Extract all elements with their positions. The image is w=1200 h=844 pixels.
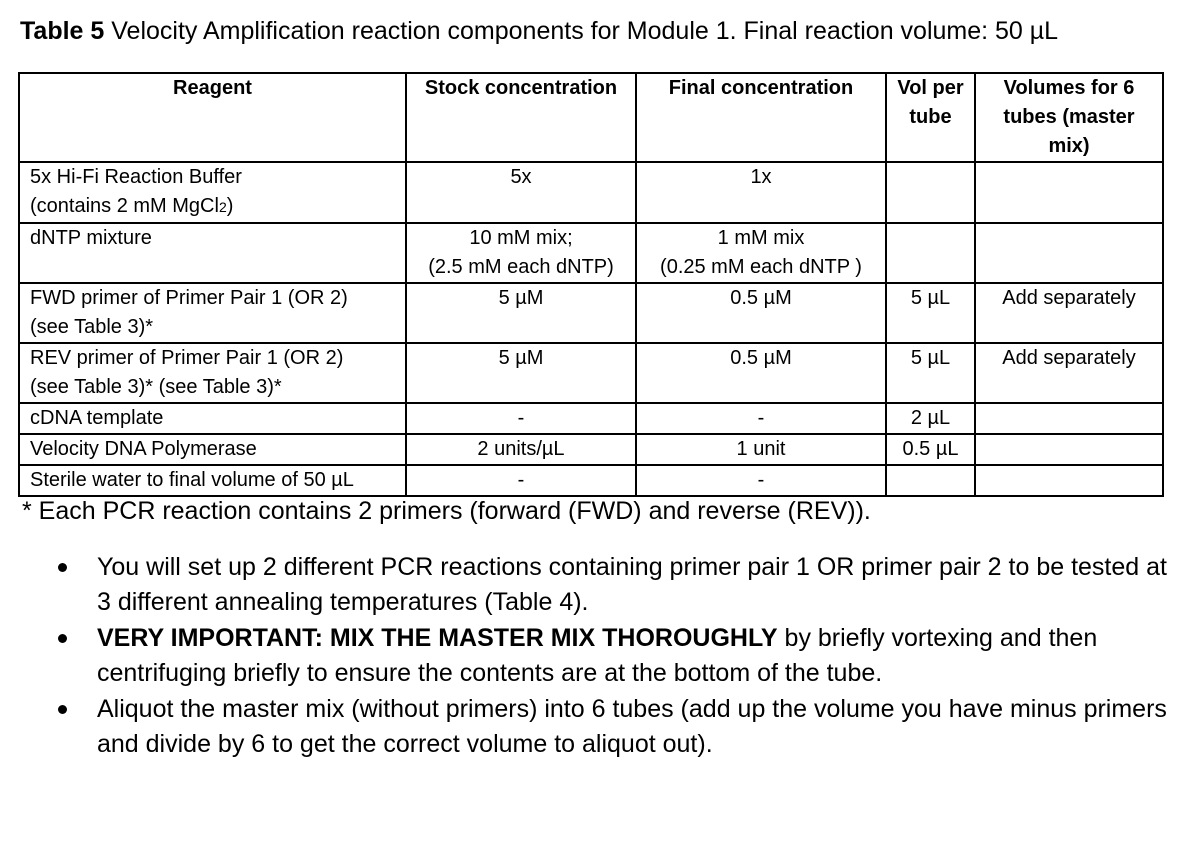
cell-vol: 5 µL bbox=[886, 343, 975, 403]
table-row bbox=[19, 465, 1163, 496]
instruction-list bbox=[50, 550, 1180, 763]
table-row bbox=[19, 223, 1163, 283]
cell-reagent bbox=[19, 343, 406, 403]
table-caption bbox=[20, 14, 1058, 48]
reagent-line: (see Table 3)* (see Table 3)* bbox=[30, 376, 282, 398]
cell-vol bbox=[886, 223, 975, 283]
cell-final bbox=[636, 343, 886, 403]
bullet-icon bbox=[58, 634, 67, 643]
table-header-row bbox=[19, 73, 1163, 162]
cell-master bbox=[975, 465, 1163, 496]
cell-master: Add separately bbox=[975, 283, 1163, 343]
cell-stock bbox=[406, 223, 636, 283]
cell-master bbox=[975, 223, 1163, 283]
cell-vol: 5 µL bbox=[886, 283, 975, 343]
cell-vol: 0.5 µL bbox=[886, 434, 975, 465]
cell-master bbox=[975, 403, 1163, 434]
cell-final bbox=[636, 283, 886, 343]
final-line: 0.5 µM bbox=[730, 347, 792, 369]
cell-stock bbox=[406, 162, 636, 223]
cell-reagent bbox=[19, 403, 406, 434]
cell-vol bbox=[886, 465, 975, 496]
table-row bbox=[19, 343, 1163, 403]
stock-line: 5x bbox=[510, 166, 532, 188]
final-line: 0.5 µM bbox=[730, 287, 792, 309]
stock-line: 2 units/µL bbox=[477, 438, 565, 460]
cell-final bbox=[636, 465, 886, 496]
stock-line: - bbox=[517, 407, 525, 429]
list-item bbox=[50, 692, 1180, 762]
bullet-lead: VERY IMPORTANT: MIX THE MASTER MIX THOROUGHLY bbox=[97, 624, 778, 652]
header-vol-per-tube: Vol per tube bbox=[886, 73, 975, 162]
list-item bbox=[50, 621, 1180, 691]
final-line: - bbox=[757, 407, 765, 429]
reagent-line: (contains 2 mM MgCl2) bbox=[30, 195, 234, 217]
reagent-line: REV primer of Primer Pair 1 (OR 2) bbox=[30, 347, 344, 369]
reagent-line: Sterile water to final volume of 50 µL bbox=[30, 469, 354, 491]
cell-vol bbox=[886, 162, 975, 223]
final-line: 1 unit bbox=[736, 438, 786, 460]
reagent-line: dNTP mixture bbox=[30, 227, 152, 249]
stock-line: 5 µM bbox=[498, 287, 544, 309]
reagent-line: (see Table 3)* bbox=[30, 316, 154, 338]
list-item bbox=[50, 550, 1180, 620]
bullet-icon bbox=[58, 705, 67, 714]
cell-master bbox=[975, 434, 1163, 465]
table-row bbox=[19, 162, 1163, 223]
header-final-concentration: Final concentration bbox=[636, 73, 886, 162]
final-line: 1 mM mix bbox=[717, 227, 805, 249]
bullet-icon bbox=[58, 563, 67, 572]
final-line: - bbox=[757, 469, 765, 491]
cell-master bbox=[975, 162, 1163, 223]
table-row bbox=[19, 403, 1163, 434]
bullet-text: Aliquot the master mix (without primers) into 6 tubes (add up the volume you have minus primers and divide by 6 to get the correct volume to aliquot out). bbox=[97, 695, 1167, 758]
cell-reagent bbox=[19, 162, 406, 223]
stock-line: - bbox=[517, 469, 525, 491]
cell-vol: 2 µL bbox=[886, 403, 975, 434]
stock-line: (2.5 mM each dNTP) bbox=[428, 256, 614, 278]
cell-stock bbox=[406, 403, 636, 434]
reagent-line: cDNA template bbox=[30, 407, 164, 429]
table-caption-text: Velocity Amplification reaction components for Module 1. Final reaction volume: 50 µL bbox=[104, 17, 1059, 45]
stock-line: 5 µM bbox=[498, 347, 544, 369]
cell-reagent bbox=[19, 283, 406, 343]
header-master-mix-volumes: Volumes for 6 tubes (master mix) bbox=[975, 73, 1163, 162]
cell-reagent bbox=[19, 465, 406, 496]
table-footnote: * Each PCR reaction contains 2 primers (forward (FWD) and reverse (REV)). bbox=[22, 497, 871, 525]
cell-final bbox=[636, 434, 886, 465]
reagent-table bbox=[18, 72, 1164, 497]
header-reagent: Reagent bbox=[19, 73, 406, 162]
cell-stock bbox=[406, 343, 636, 403]
header-stock-concentration: Stock concentration bbox=[406, 73, 636, 162]
cell-master: Add separately bbox=[975, 343, 1163, 403]
cell-stock bbox=[406, 434, 636, 465]
cell-final bbox=[636, 162, 886, 223]
reagent-line: FWD primer of Primer Pair 1 (OR 2) bbox=[30, 287, 348, 309]
table-row bbox=[19, 283, 1163, 343]
cell-reagent bbox=[19, 434, 406, 465]
stock-line: 10 mM mix; bbox=[469, 227, 573, 249]
cell-reagent bbox=[19, 223, 406, 283]
reagent-line: 5x Hi-Fi Reaction Buffer bbox=[30, 166, 242, 188]
cell-final bbox=[636, 403, 886, 434]
cell-stock bbox=[406, 465, 636, 496]
table-row bbox=[19, 434, 1163, 465]
cell-stock bbox=[406, 283, 636, 343]
bullet-text: You will set up 2 different PCR reactions containing primer pair 1 OR primer pair 2 to be tested at 3 different annealing temperatures (Table 4). bbox=[97, 553, 1167, 616]
cell-final bbox=[636, 223, 886, 283]
final-line: (0.25 mM each dNTP ) bbox=[660, 256, 862, 278]
final-line: 1x bbox=[750, 166, 772, 188]
bullet-text: by briefly vortexing and then centrifuging briefly to ensure the contents are at the bottom of the tube. bbox=[97, 624, 1098, 687]
table-caption-label: Table 5 bbox=[20, 17, 105, 45]
reagent-line: Velocity DNA Polymerase bbox=[30, 438, 257, 460]
